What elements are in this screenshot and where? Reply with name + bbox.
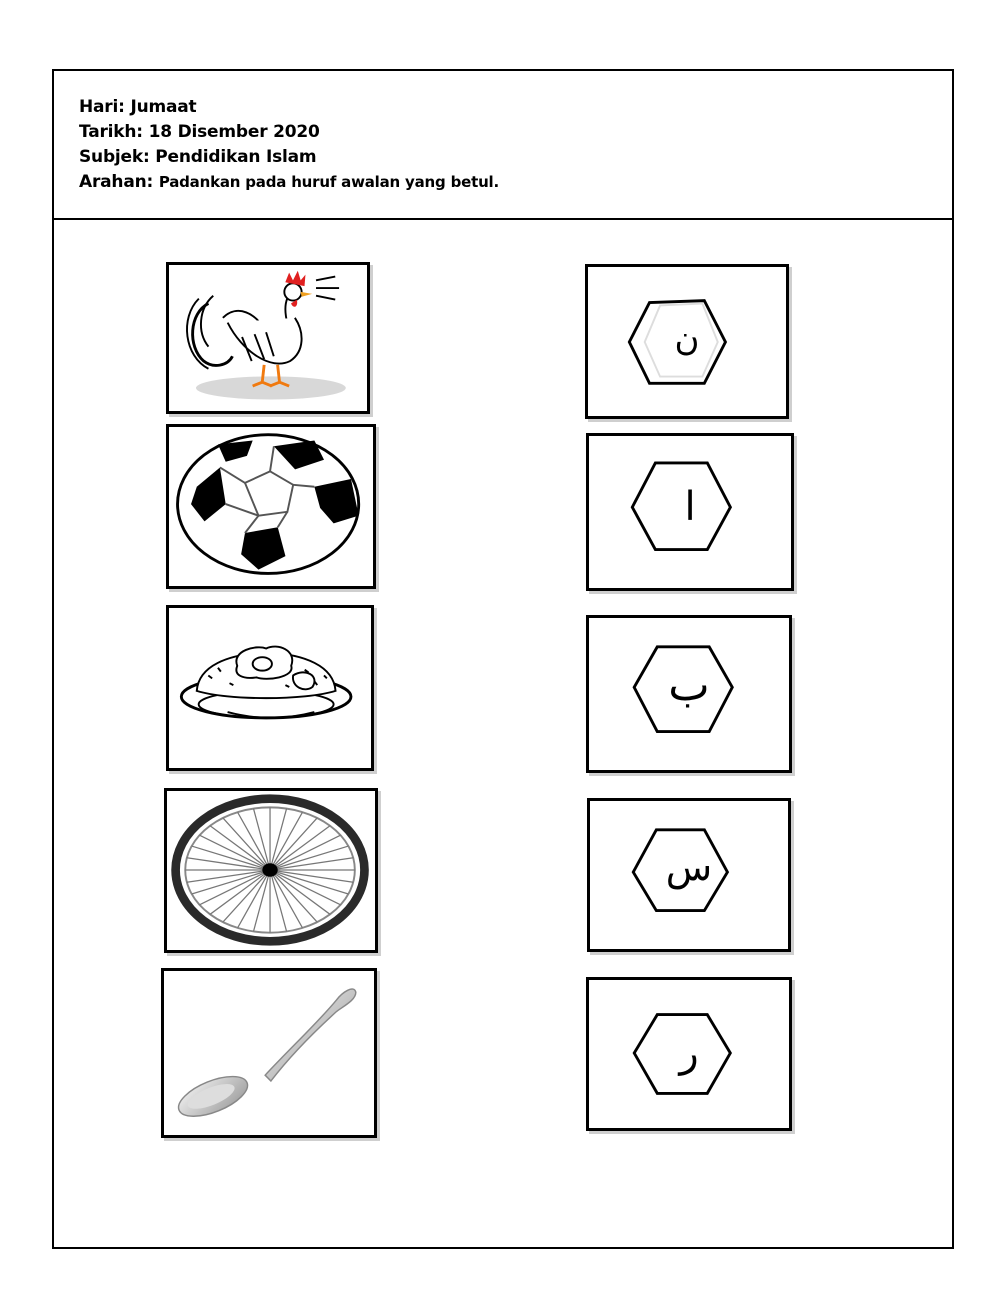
day-line <box>79 96 196 118</box>
date-line <box>79 121 320 143</box>
subject-line <box>79 146 316 168</box>
rooster-icon <box>169 265 367 411</box>
picture-card-spoon[interactable] <box>161 968 377 1138</box>
letter-card-3[interactable] <box>586 615 792 773</box>
day-value: Jumaat <box>130 97 197 117</box>
picture-card-rice[interactable] <box>166 605 374 771</box>
letter-sin: س <box>665 845 713 889</box>
letter-card-1[interactable] <box>585 264 789 419</box>
wheel-icon <box>167 791 375 950</box>
letter-alif: ا <box>684 484 696 530</box>
day-label: Hari: <box>79 97 125 117</box>
soccer-ball-icon <box>169 427 373 586</box>
letter-card-2[interactable] <box>586 433 794 591</box>
subject-value: Pendidikan Islam <box>155 147 317 167</box>
date-value: 18 Disember 2020 <box>148 122 320 142</box>
picture-card-ball[interactable] <box>166 424 376 589</box>
worksheet-header <box>54 71 952 220</box>
letter-ra: ر <box>679 1030 699 1076</box>
letter-card-4[interactable] <box>587 798 791 952</box>
letter-ba: ب <box>668 660 710 711</box>
date-label: Tarikh: <box>79 122 143 142</box>
fried-rice-icon <box>169 608 371 768</box>
instruction-line <box>79 171 499 193</box>
instruction-label: Arahan: <box>79 172 154 192</box>
picture-card-rooster[interactable] <box>166 262 370 414</box>
letter-card-5[interactable] <box>586 977 792 1131</box>
spoon-icon <box>164 971 374 1135</box>
letter-nun: ن <box>674 319 700 359</box>
instruction-value: Padankan pada huruf awalan yang betul. <box>158 173 499 191</box>
picture-card-wheel[interactable] <box>164 788 378 953</box>
subject-label: Subjek: <box>79 147 150 167</box>
